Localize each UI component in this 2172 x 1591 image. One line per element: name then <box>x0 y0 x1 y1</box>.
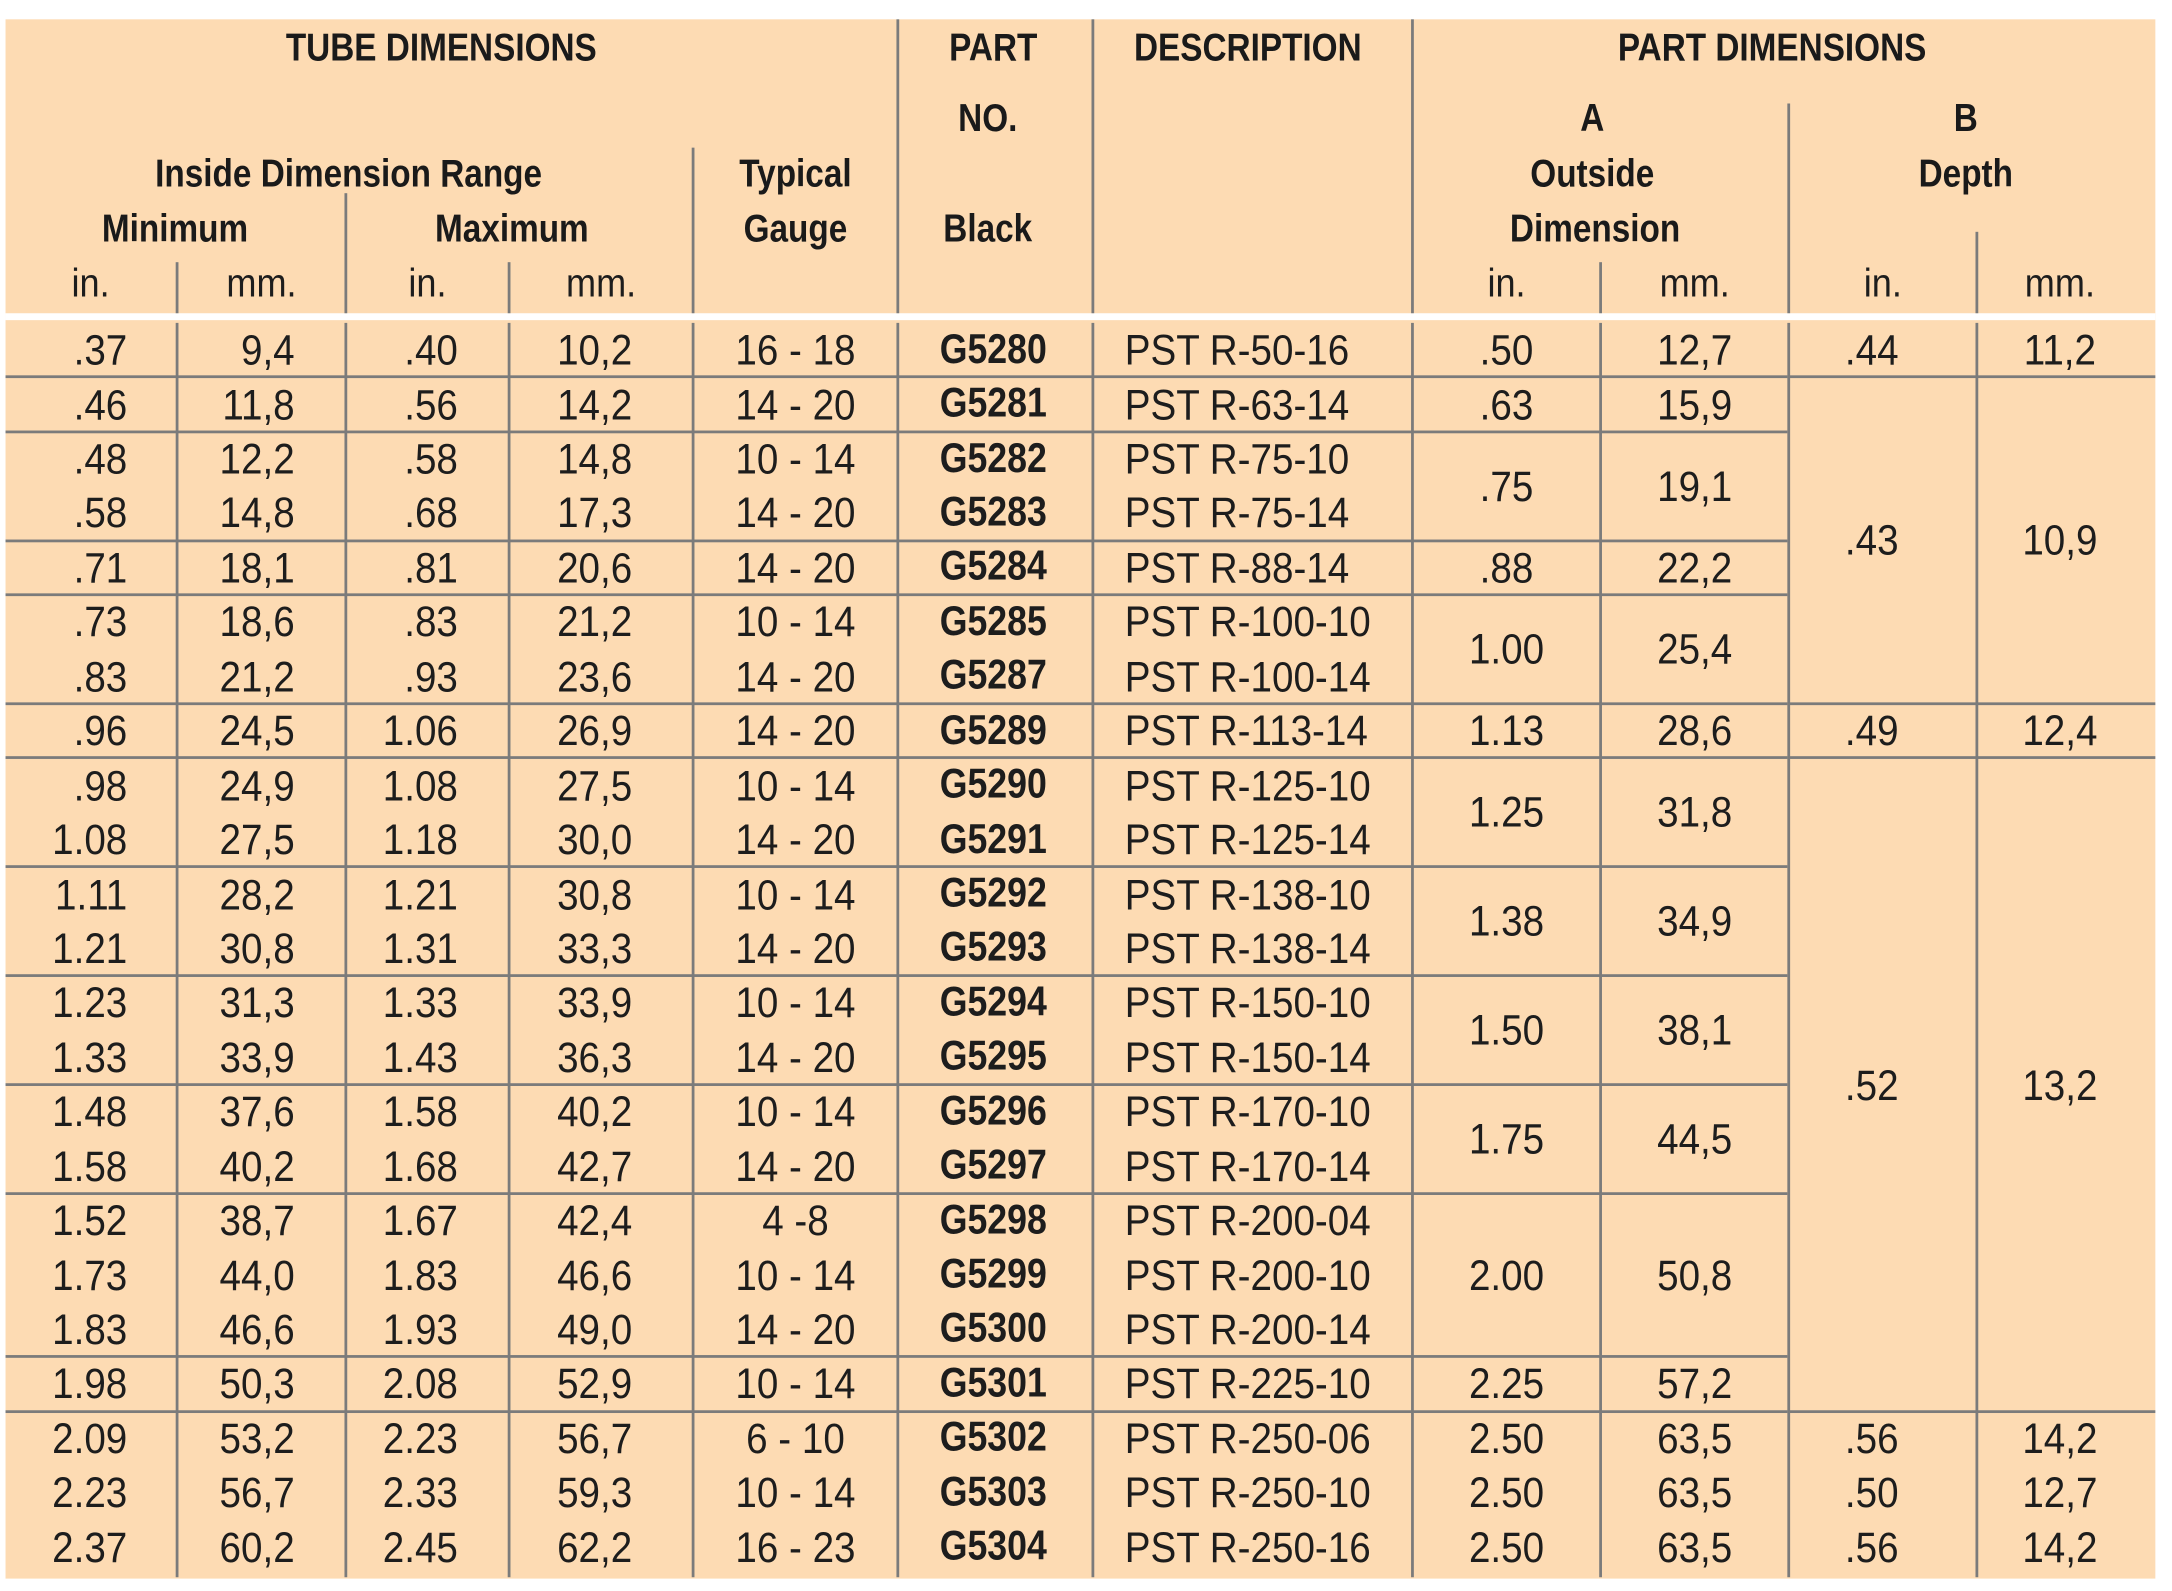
b-mm-cell: 10,9 <box>2022 516 2098 565</box>
gauge-cell: 10 - 14 <box>735 1359 856 1408</box>
a-mm-cell: 63,5 <box>1657 1522 1733 1572</box>
a-mm-cell: 63,5 <box>1657 1468 1733 1517</box>
gauge-cell: 10 - 14 <box>735 978 856 1028</box>
gauge-cell: 16 - 23 <box>735 1522 856 1572</box>
unit-min-mm: mm. <box>226 261 297 306</box>
min-mm-cell: 12,2 <box>219 434 295 484</box>
part-number-cell: G5283 <box>939 489 1047 536</box>
min-in-cell: .73 <box>73 597 128 647</box>
min-in-cell: .48 <box>73 434 128 484</box>
a-in-cell: 1.00 <box>1468 625 1545 674</box>
min-in-cell: 1.23 <box>52 978 128 1028</box>
description-cell: PST R-200-10 <box>1124 1250 1371 1300</box>
max-in-cell: 1.31 <box>382 924 458 973</box>
min-mm-cell: 53,2 <box>219 1414 295 1463</box>
b-mm-cell: 14,2 <box>2022 1414 2098 1463</box>
part-number-cell: G5297 <box>939 1142 1047 1189</box>
max-mm-cell: 26,9 <box>557 706 633 756</box>
a-mm-cell: 57,2 <box>1657 1359 1733 1408</box>
min-in-cell: 1.83 <box>52 1305 128 1354</box>
max-mm-cell: 40,2 <box>557 1087 633 1136</box>
unit-max-in: in. <box>408 261 447 306</box>
divider <box>1092 323 1095 1577</box>
divider <box>1975 323 1978 1577</box>
gauge-cell: 14 - 20 <box>735 380 856 429</box>
min-mm-cell: 44,0 <box>219 1250 295 1300</box>
header-inside-range: Inside Dimension Range <box>155 151 543 195</box>
gauge-cell: 14 - 20 <box>735 1033 856 1082</box>
divider <box>1599 323 1602 1577</box>
header-a: A <box>1580 96 1605 140</box>
min-in-cell: 1.21 <box>52 924 128 973</box>
part-number-cell: G5282 <box>939 435 1047 481</box>
description-cell: PST R-200-14 <box>1124 1305 1371 1354</box>
max-in-cell: 2.33 <box>382 1468 458 1517</box>
max-in-cell: 2.23 <box>382 1414 458 1463</box>
divider <box>508 323 511 1577</box>
divider <box>6 539 1788 542</box>
unit-b-in: in. <box>1863 261 1902 306</box>
b-in-cell: .44 <box>1844 325 1899 375</box>
divider <box>1787 323 1790 1577</box>
a-in-cell: 1.50 <box>1468 1006 1545 1055</box>
divider <box>6 757 1788 760</box>
min-mm-cell: 33,9 <box>219 1033 295 1082</box>
a-in-cell: .75 <box>1479 461 1534 511</box>
min-mm-cell: 28,2 <box>219 870 295 919</box>
max-in-cell: .81 <box>404 543 458 592</box>
a-in-cell: 2.25 <box>1468 1359 1545 1408</box>
max-mm-cell: 33,9 <box>557 978 633 1028</box>
a-in-cell: 1.13 <box>1468 706 1545 756</box>
gauge-cell: 14 - 20 <box>735 815 856 864</box>
max-in-cell: .58 <box>404 434 458 484</box>
description-cell: PST R-170-10 <box>1124 1087 1371 1136</box>
min-mm-cell: 9,4 <box>240 325 295 375</box>
min-mm-cell: 24,5 <box>219 706 295 756</box>
max-mm-cell: 36,3 <box>557 1033 633 1082</box>
divider <box>896 323 899 1577</box>
max-in-cell: 2.45 <box>382 1522 458 1572</box>
divider <box>6 1355 1788 1358</box>
max-in-cell: 1.67 <box>382 1196 458 1245</box>
divider <box>6 430 1788 433</box>
description-cell: PST R-250-16 <box>1124 1522 1371 1572</box>
max-mm-cell: 46,6 <box>557 1250 633 1300</box>
part-number-cell: G5287 <box>939 653 1047 699</box>
description-cell: PST R-150-14 <box>1124 1033 1371 1082</box>
gauge-cell: 14 - 20 <box>735 706 856 756</box>
min-in-cell: 1.48 <box>52 1087 128 1136</box>
max-mm-cell: 62,2 <box>557 1522 633 1572</box>
header-part: PART <box>949 26 1038 69</box>
max-mm-cell: 30,8 <box>557 870 633 919</box>
header-depth: Depth <box>1918 151 2013 195</box>
a-mm-cell: 50,8 <box>1657 1250 1733 1300</box>
min-mm-cell: 24,9 <box>219 761 295 810</box>
divider <box>344 193 347 313</box>
max-in-cell: .40 <box>404 325 458 375</box>
description-cell: PST R-250-06 <box>1124 1414 1371 1463</box>
unit-a-in: in. <box>1487 261 1526 306</box>
description-cell: PST R-63-14 <box>1124 380 1350 429</box>
divider <box>508 262 511 313</box>
unit-b-mm: mm. <box>2024 261 2095 306</box>
part-number-cell: G5289 <box>939 707 1047 754</box>
divider <box>1599 262 1602 313</box>
min-mm-cell: 14,8 <box>219 489 295 538</box>
gauge-cell: 10 - 14 <box>735 597 856 647</box>
part-number-cell: G5304 <box>939 1523 1047 1570</box>
description-cell: PST R-170-14 <box>1124 1142 1371 1191</box>
divider <box>1411 19 1414 313</box>
b-in-cell: .50 <box>1844 1468 1899 1517</box>
max-in-cell: 1.83 <box>382 1250 458 1300</box>
a-mm-cell: 38,1 <box>1657 1006 1733 1055</box>
part-number-cell: G5298 <box>939 1197 1047 1243</box>
max-mm-cell: 23,6 <box>557 652 633 701</box>
max-in-cell: 1.08 <box>382 761 458 810</box>
unit-min-in: in. <box>71 261 110 306</box>
min-in-cell: 1.11 <box>55 870 128 919</box>
header-part-dimensions: PART DIMENSIONS <box>1617 26 1927 69</box>
divider <box>1092 19 1095 313</box>
description-cell: PST R-100-14 <box>1124 652 1371 701</box>
a-mm-cell: 31,8 <box>1657 788 1733 837</box>
a-mm-cell: 34,9 <box>1657 897 1733 946</box>
min-in-cell: 2.09 <box>52 1414 128 1463</box>
max-mm-cell: 42,7 <box>557 1142 633 1191</box>
part-number-cell: G5285 <box>939 598 1047 645</box>
divider <box>176 323 179 1577</box>
min-mm-cell: 31,3 <box>219 978 295 1028</box>
a-mm-cell: 22,2 <box>1657 543 1733 592</box>
description-cell: PST R-200-04 <box>1124 1196 1371 1245</box>
min-mm-cell: 56,7 <box>219 1468 295 1517</box>
a-in-cell: 1.75 <box>1468 1114 1545 1164</box>
header-typical: Typical <box>739 151 852 195</box>
part-number-cell: G5284 <box>939 544 1047 590</box>
part-number-cell: G5302 <box>939 1414 1047 1461</box>
part-number-cell: G5301 <box>939 1360 1047 1406</box>
divider <box>6 1192 1788 1195</box>
min-in-cell: 1.98 <box>52 1359 128 1408</box>
max-in-cell: .93 <box>404 652 458 701</box>
max-in-cell: .83 <box>404 597 458 647</box>
min-mm-cell: 60,2 <box>219 1522 295 1572</box>
gauge-cell: 10 - 14 <box>735 761 856 810</box>
divider <box>6 376 1788 379</box>
header-tube-dimensions: TUBE DIMENSIONS <box>285 26 597 69</box>
b-mm-cell: 14,2 <box>2022 1522 2098 1572</box>
header-description: DESCRIPTION <box>1133 26 1362 69</box>
description-cell: PST R-138-14 <box>1124 924 1371 973</box>
min-in-cell: .96 <box>73 706 128 756</box>
a-in-cell: 1.38 <box>1468 897 1545 946</box>
min-in-cell: 1.73 <box>52 1250 128 1300</box>
max-mm-cell: 20,6 <box>557 543 633 592</box>
max-mm-cell: 14,2 <box>557 380 633 429</box>
header-outside: Outside <box>1530 151 1655 195</box>
b-in-cell: .52 <box>1844 1060 1899 1109</box>
divider <box>1787 757 2155 760</box>
description-cell: PST R-225-10 <box>1124 1359 1371 1408</box>
max-mm-cell: 27,5 <box>557 761 633 810</box>
divider <box>1787 1410 2155 1413</box>
min-in-cell: 1.58 <box>52 1142 128 1191</box>
min-in-cell: 1.33 <box>52 1033 128 1082</box>
max-in-cell: 1.93 <box>382 1305 458 1354</box>
header-no: NO. <box>958 96 1018 140</box>
max-mm-cell: 30,0 <box>557 815 633 864</box>
part-number-cell: G5300 <box>939 1305 1047 1352</box>
min-mm-cell: 18,6 <box>219 597 295 647</box>
description-cell: PST R-125-14 <box>1124 815 1371 864</box>
b-mm-cell: 12,7 <box>2022 1468 2098 1517</box>
max-mm-cell: 56,7 <box>557 1414 633 1463</box>
description-cell: PST R-75-10 <box>1124 434 1350 484</box>
header-dimension: Dimension <box>1509 206 1681 250</box>
max-mm-cell: 14,8 <box>557 434 633 484</box>
header-gauge: Gauge <box>743 206 848 250</box>
a-in-cell: 2.50 <box>1468 1468 1545 1517</box>
part-number-cell: G5281 <box>939 381 1047 427</box>
gauge-cell: 10 - 14 <box>735 1250 856 1300</box>
description-cell: PST R-250-10 <box>1124 1468 1371 1517</box>
min-in-cell: 2.37 <box>52 1522 128 1572</box>
header-b: B <box>1953 96 1978 140</box>
header-maximum: Maximum <box>435 206 589 250</box>
part-number-cell: G5299 <box>939 1251 1047 1298</box>
max-mm-cell: 17,3 <box>557 489 633 538</box>
part-number-cell: G5290 <box>939 761 1047 808</box>
b-in-cell: .56 <box>1844 1522 1899 1572</box>
a-mm-cell: 44,5 <box>1657 1114 1733 1164</box>
b-mm-cell: 13,2 <box>2022 1060 2098 1109</box>
max-mm-cell: 49,0 <box>557 1305 633 1354</box>
gauge-cell: 14 - 20 <box>735 1305 856 1354</box>
b-mm-cell: 12,4 <box>2022 706 2098 756</box>
a-in-cell: 1.25 <box>1468 788 1545 837</box>
gauge-cell: 14 - 20 <box>735 652 856 701</box>
a-mm-cell: 25,4 <box>1657 625 1733 674</box>
min-in-cell: .58 <box>73 489 128 538</box>
max-in-cell: .56 <box>404 380 458 429</box>
divider <box>1975 232 1978 313</box>
divider <box>1787 376 2155 379</box>
description-cell: PST R-113-14 <box>1124 706 1368 756</box>
max-in-cell: 1.43 <box>382 1033 458 1082</box>
part-number-cell: G5294 <box>939 979 1047 1026</box>
divider <box>6 594 1788 597</box>
description-cell: PST R-150-10 <box>1124 978 1371 1028</box>
part-number-cell: G5303 <box>939 1469 1047 1515</box>
min-in-cell: 1.52 <box>52 1196 128 1245</box>
max-in-cell: 1.18 <box>382 815 458 864</box>
unit-max-mm: mm. <box>565 261 637 306</box>
divider <box>6 974 1788 977</box>
min-mm-cell: 38,7 <box>219 1196 295 1245</box>
gauge-cell: 14 - 20 <box>735 489 856 538</box>
divider <box>344 323 347 1577</box>
divider <box>6 1410 1788 1413</box>
header-minimum: Minimum <box>101 206 249 250</box>
a-in-cell: 2.00 <box>1468 1250 1545 1300</box>
header-black: Black <box>943 206 1033 250</box>
gauge-cell: 10 - 14 <box>735 1087 856 1136</box>
part-number-cell: G5295 <box>939 1033 1047 1080</box>
part-number-cell: G5291 <box>939 816 1047 862</box>
part-number-cell: G5293 <box>939 925 1047 971</box>
divider <box>896 19 899 313</box>
description-cell: PST R-138-10 <box>1124 870 1371 919</box>
max-mm-cell: 59,3 <box>557 1468 633 1517</box>
gauge-cell: 10 - 14 <box>735 870 856 919</box>
a-in-cell: .63 <box>1479 380 1534 429</box>
divider <box>6 702 1788 705</box>
max-in-cell: .68 <box>404 489 458 538</box>
a-mm-cell: 19,1 <box>1657 461 1733 511</box>
max-in-cell: 2.08 <box>382 1359 458 1408</box>
min-in-cell: .37 <box>73 325 128 375</box>
divider <box>6 1083 1788 1086</box>
description-cell: PST R-88-14 <box>1124 543 1350 592</box>
gauge-cell: 14 - 20 <box>735 543 856 592</box>
part-number-cell: G5292 <box>939 870 1047 917</box>
max-mm-cell: 21,2 <box>557 597 633 647</box>
max-mm-cell: 42,4 <box>557 1196 633 1245</box>
gauge-cell: 16 - 18 <box>735 325 856 375</box>
gauge-cell: 14 - 20 <box>735 924 856 973</box>
divider <box>692 323 695 1577</box>
max-in-cell: 1.21 <box>382 870 458 919</box>
a-mm-cell: 15,9 <box>1657 380 1733 429</box>
a-mm-cell: 12,7 <box>1657 325 1733 375</box>
max-mm-cell: 52,9 <box>557 1359 633 1408</box>
divider <box>1787 702 2155 705</box>
b-in-cell: .56 <box>1844 1414 1899 1463</box>
a-in-cell: 2.50 <box>1468 1414 1545 1463</box>
a-in-cell: .88 <box>1479 543 1534 592</box>
divider <box>1787 103 1790 313</box>
divider <box>1411 323 1414 1577</box>
b-in-cell: .43 <box>1844 516 1899 565</box>
min-in-cell: 1.08 <box>52 815 128 864</box>
min-in-cell: .71 <box>73 543 128 592</box>
divider <box>6 866 1788 869</box>
min-mm-cell: 18,1 <box>219 543 295 592</box>
a-mm-cell: 63,5 <box>1657 1414 1733 1463</box>
max-in-cell: 1.58 <box>382 1087 458 1136</box>
part-number-cell: G5296 <box>939 1088 1047 1134</box>
min-in-cell: .83 <box>73 652 128 701</box>
min-mm-cell: 37,6 <box>219 1087 295 1136</box>
min-mm-cell: 11,8 <box>222 380 295 429</box>
description-cell: PST R-125-10 <box>1124 761 1371 810</box>
header-separator <box>6 313 2156 320</box>
a-in-cell: .50 <box>1479 325 1534 375</box>
divider <box>692 148 695 314</box>
min-mm-cell: 40,2 <box>219 1142 295 1191</box>
gauge-cell: 10 - 14 <box>735 1468 856 1517</box>
unit-a-mm: mm. <box>1659 261 1730 306</box>
max-in-cell: 1.68 <box>382 1142 458 1191</box>
min-in-cell: .98 <box>73 761 128 810</box>
max-in-cell: 1.33 <box>382 978 458 1028</box>
min-in-cell: .46 <box>73 380 128 429</box>
gauge-cell: 14 - 20 <box>735 1142 856 1191</box>
gauge-cell: 4 -8 <box>762 1196 829 1245</box>
description-cell: PST R-50-16 <box>1124 325 1350 375</box>
max-mm-cell: 33,3 <box>557 924 633 973</box>
gauge-cell: 6 - 10 <box>746 1414 845 1463</box>
a-mm-cell: 28,6 <box>1657 706 1733 756</box>
min-mm-cell: 27,5 <box>219 815 295 864</box>
min-mm-cell: 46,6 <box>219 1305 295 1354</box>
part-number-cell: G5280 <box>939 326 1047 373</box>
min-mm-cell: 30,8 <box>219 924 295 973</box>
b-in-cell: .49 <box>1844 706 1899 756</box>
gauge-cell: 10 - 14 <box>735 434 856 484</box>
divider <box>176 262 179 313</box>
min-mm-cell: 50,3 <box>219 1359 295 1408</box>
b-mm-cell: 11,2 <box>2023 325 2097 375</box>
a-in-cell: 2.50 <box>1468 1522 1545 1572</box>
description-cell: PST R-75-14 <box>1124 489 1350 538</box>
max-in-cell: 1.06 <box>382 706 458 756</box>
description-cell: PST R-100-10 <box>1124 597 1371 647</box>
min-in-cell: 2.23 <box>52 1468 128 1517</box>
max-mm-cell: 10,2 <box>557 325 633 375</box>
min-mm-cell: 21,2 <box>219 652 295 701</box>
